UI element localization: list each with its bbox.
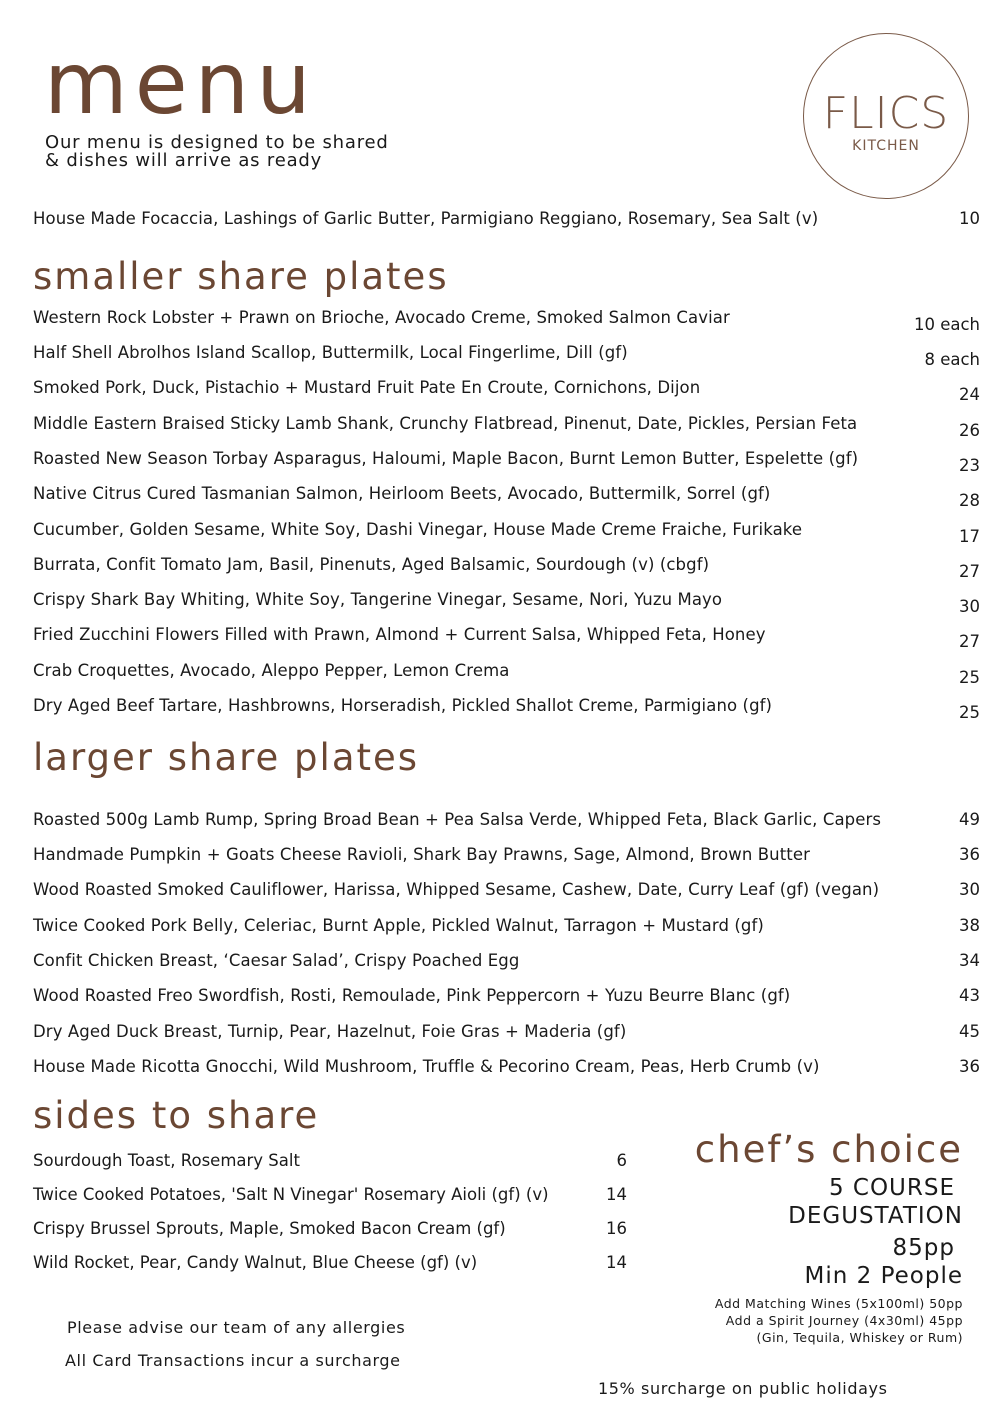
item-name: Twice Cooked Pork Belly, Celeriac, Burnt Apple, Pickled Walnut, Tarragon + Mustard (gf) [33, 916, 764, 935]
menu-item [33, 659, 980, 687]
item-name: Cucumber, Golden Sesame, White Soy, Dashi Vinegar, House Made Creme Fraiche, Furikake [33, 520, 803, 539]
item-name: Dry Aged Beef Tartare, Hashbrowns, Horseradish, Pickled Shallot Creme, Parmigiano (gf) [33, 696, 773, 715]
chefs-choice-addon-spirits-note: (Gin, Tequila, Whiskey or Rum) [756, 1330, 963, 1345]
chefs-choice-price: 85pp [892, 1235, 955, 1261]
item-name: Handmade Pumpkin + Goats Cheese Ravioli, Shark Bay Prawns, Sage, Almond, Brown Butter [33, 845, 810, 864]
tagline-line-2: & dishes will arrive as ready [45, 150, 323, 171]
item-name: Middle Eastern Braised Sticky Lamb Shank, Crunchy Flatbread, Pinenut, Date, Pickles, Persian Feta [33, 414, 858, 433]
item-name: Confit Chicken Breast, ‘Caesar Salad’, Crispy Poached Egg [33, 951, 520, 970]
menu-item [33, 588, 980, 616]
section-heading-smaller: smaller share plates [33, 255, 449, 298]
item-name: Wood Roasted Freo Swordfish, Rosti, Remoulade, Pink Peppercorn + Yuzu Beurre Blanc (gf) [33, 986, 791, 1005]
item-price: 26 [959, 421, 980, 440]
item-name: Sourdough Toast, Rosemary Salt [33, 1151, 300, 1170]
logo-sub: KITCHEN [852, 138, 920, 154]
side-item [33, 1149, 627, 1173]
item-price: 45 [959, 1022, 980, 1041]
item-price: 17 [959, 527, 980, 546]
item-price: 43 [959, 986, 980, 1005]
item-name: Wood Roasted Smoked Cauliflower, Harissa, Whipped Sesame, Cashew, Date, Curry Leaf (gf) (vegan) [33, 880, 880, 899]
item-name: Crab Croquettes, Avocado, Aleppo Pepper, Lemon Crema [33, 661, 510, 680]
menu-item [33, 914, 980, 938]
item-price: 14 [606, 1253, 627, 1272]
menu-item [33, 518, 980, 546]
section-heading-sides: sides to share [33, 1094, 320, 1137]
item-price: 10 each [913, 315, 980, 334]
item-name: Half Shell Abrolhos Island Scallop, Buttermilk, Local Fingerlime, Dill (gf) [33, 343, 628, 362]
item-name: Smoked Pork, Duck, Pistachio + Mustard Fruit Pate En Croute, Cornichons, Dijon [33, 378, 701, 397]
menu-item [33, 623, 980, 651]
item-name: House Made Ricotta Gnocchi, Wild Mushroom, Truffle & Pecorino Cream, Peas, Herb Crumb (v) [33, 1057, 820, 1076]
menu-item [33, 376, 980, 404]
item-price: 28 [959, 491, 980, 510]
chefs-choice-minimum: Min 2 People [804, 1263, 963, 1289]
item-price: 27 [959, 632, 980, 651]
menu-item [33, 412, 980, 440]
item-price: 16 [606, 1219, 627, 1238]
item-price: 36 [959, 845, 980, 864]
item-price: 30 [959, 597, 980, 616]
menu-title: menu [44, 34, 318, 134]
chefs-choice-heading: chef’s choice [694, 1128, 963, 1171]
menu-item [33, 306, 980, 334]
side-item [33, 1217, 627, 1241]
item-name: Native Citrus Cured Tasmanian Salmon, Heirloom Beets, Avocado, Buttermilk, Sorrel (gf) [33, 484, 771, 503]
side-item [33, 1251, 627, 1275]
chefs-choice-degustation: DEGUSTATION [788, 1203, 963, 1229]
item-price: 10 [959, 209, 980, 228]
flics-kitchen-logo [803, 33, 969, 199]
item-price: 6 [616, 1151, 627, 1170]
item-price: 30 [959, 880, 980, 899]
item-price: 34 [959, 951, 980, 970]
item-price: 38 [959, 916, 980, 935]
tagline [45, 134, 389, 170]
holiday-surcharge-note: 15% surcharge on public holidays [598, 1379, 888, 1398]
menu-item [33, 694, 980, 722]
item-name: Roasted 500g Lamb Rump, Spring Broad Bean + Pea Salsa Verde, Whipped Feta, Black Garlic, Capers [33, 810, 882, 829]
menu-item [33, 482, 980, 510]
item-name: Roasted New Season Torbay Asparagus, Haloumi, Maple Bacon, Burnt Lemon Butter, Espelette (gf) [33, 449, 859, 468]
item-name: Wild Rocket, Pear, Candy Walnut, Blue Cheese (gf) (v) [33, 1253, 478, 1272]
item-price: 25 [959, 668, 980, 687]
item-name: House Made Focaccia, Lashings of Garlic Butter, Parmigiano Reggiano, Rosemary, Sea Salt (v) [33, 209, 819, 228]
item-price: 8 each [924, 350, 980, 369]
menu-item [33, 808, 980, 832]
item-price: 14 [606, 1185, 627, 1204]
item-price: 27 [959, 562, 980, 581]
menu-item [33, 341, 980, 369]
item-price: 49 [959, 810, 980, 829]
menu-item [33, 553, 980, 581]
menu-item [33, 1055, 980, 1079]
section-heading-larger: larger share plates [33, 736, 420, 779]
menu-item [33, 843, 980, 867]
menu-item [33, 1020, 980, 1044]
side-item [33, 1183, 627, 1207]
item-name: Crispy Brussel Sprouts, Maple, Smoked Bacon Cream (gf) [33, 1219, 506, 1238]
item-name: Dry Aged Duck Breast, Turnip, Pear, Hazelnut, Foie Gras + Maderia (gf) [33, 1022, 627, 1041]
item-price: 25 [959, 703, 980, 722]
card-surcharge-note: All Card Transactions incur a surcharge [65, 1351, 401, 1370]
item-price: 23 [959, 456, 980, 475]
item-name: Burrata, Confit Tomato Jam, Basil, Pinenuts, Aged Balsamic, Sourdough (v) (cbgf) [33, 555, 710, 574]
chefs-choice-courses: 5 COURSE [828, 1175, 955, 1201]
item-name: Fried Zucchini Flowers Filled with Prawn, Almond + Current Salsa, Whipped Feta, Honey [33, 625, 766, 644]
chefs-choice-addon-wines: Add Matching Wines (5x100ml) 50pp [714, 1296, 963, 1311]
logo-brand: FLICS [822, 88, 950, 139]
menu-item [33, 949, 980, 973]
menu-item [33, 878, 980, 902]
allergy-note: Please advise our team of any allergies [67, 1318, 406, 1337]
menu-item [33, 447, 980, 475]
item-name: Twice Cooked Potatoes, 'Salt N Vinegar' Rosemary Aioli (gf) (v) [33, 1185, 549, 1204]
item-name: Western Rock Lobster + Prawn on Brioche, Avocado Creme, Smoked Salmon Caviar [33, 308, 730, 327]
menu-item [33, 984, 980, 1008]
item-price: 36 [959, 1057, 980, 1076]
chefs-choice-addon-spirits: Add a Spirit Journey (4x30ml) 45pp [725, 1313, 963, 1328]
item-price: 24 [959, 385, 980, 404]
starter-item [33, 207, 980, 231]
tagline-line-1: Our menu is designed to be shared [45, 132, 389, 153]
item-name: Crispy Shark Bay Whiting, White Soy, Tangerine Vinegar, Sesame, Nori, Yuzu Mayo [33, 590, 723, 609]
